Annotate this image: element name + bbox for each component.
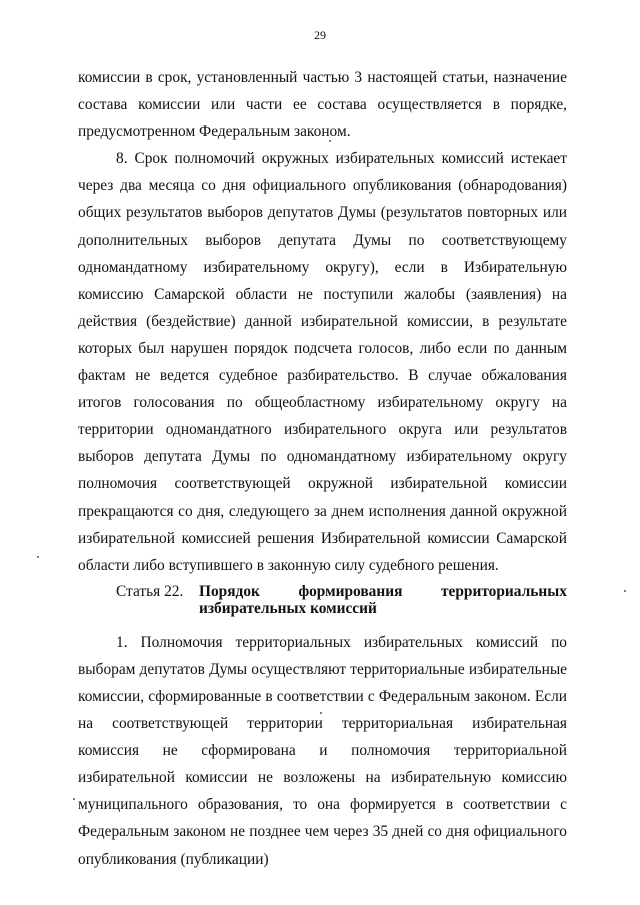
document-body (78, 64, 567, 873)
scan-speck (73, 798, 75, 800)
article-number: Статья 22. (116, 582, 184, 600)
scan-speck (320, 712, 322, 714)
scan-speck (624, 590, 626, 592)
article-title-word: формирования (298, 582, 403, 600)
article-heading (78, 583, 567, 617)
page-number: 29 (314, 28, 326, 42)
scan-speck (37, 556, 39, 558)
paragraph-item-1: 1. Полномочия территориальных избирательных комиссий по выборам депутатов Думы осуществляют территориальные избирательные комиссии, сформированные в соответствии с Федеральным законом. Если на соответствующей территории территориальная избирательная комиссия не сформирована и полномочия территориальной избирательной комиссии не возложены на избирательную комиссию муниципального образования, то она формируется в соответствии с Федеральным законом не позднее чем через 35 дней со дня официального опубликования (публикации) (78, 633, 567, 868)
article-title-line-2: избирательных комиссий (199, 599, 377, 617)
article-title (199, 583, 567, 617)
paragraph-item-8: 8. Срок полномочий окружных избирательных комиссий истекает через два месяца со дня официального опубликования (обнародования) общих результатов выборов депутатов Думы (результатов повторных или дополнительных выборов депутата Думы по соответствующему одномандатному избирательному округу), если в Избирательную комиссию Самарской области не поступили жалобы (заявления) на действия (бездействие) данной избирательной комиссии, в результате которых был нарушен порядок подсчета голосов, либо если по данным фактам не ведется судебное разбирательство. В случае обжалования итогов голосования по общеобластному избирательному округу на территории одномандатного избирательного округа или результатов выборов депутата Думы по одномандатному избирательному округу полномочия соответствующей окружной избирательной комиссии прекращаются со дня, следующего за днем исполнения данной окружной избирательной комиссией решения Избирательной комиссии Самарской области либо вступившего в законную силу судебного решения. (78, 150, 567, 574)
paragraph-continuation: комиссии в срок, установленный частью 3 настоящей статьи, назначение состава комиссии или части ее состава осуществляется в порядке, предусмотренном Федеральным законом. (78, 69, 567, 141)
article-title-word: территориальных (440, 582, 567, 600)
scan-speck (329, 140, 331, 142)
article-title-line-1 (199, 583, 567, 600)
article-title-word: Порядок (199, 582, 260, 600)
